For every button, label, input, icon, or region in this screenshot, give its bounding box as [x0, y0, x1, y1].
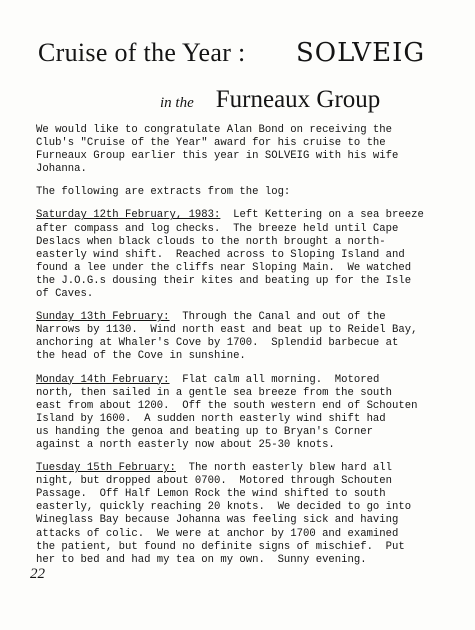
text-line: east from about 1200. Off the south western end of Schouten	[36, 399, 418, 412]
text-line: Island by 1600. A sudden north easterly wind shift had	[36, 412, 386, 425]
text-line: Passage. Off Half Lemon Rock the wind shifted to south	[36, 488, 386, 501]
entry-first-text: Left Kettering on a sea breeze	[220, 209, 424, 222]
subtitle-place: Furneaux Group	[215, 86, 381, 113]
subtitle-in-the: in the	[160, 95, 194, 111]
text-line: Club's "Cruise of the Year" award for his cruise to the	[36, 137, 386, 150]
text-line: We would like to congratulate Alan Bond on receiving the	[36, 124, 393, 136]
page-number: 22	[30, 566, 45, 582]
text-line: easterly, quickly reaching 20 knots. We decided to go into	[36, 501, 412, 514]
entry-date: Monday 14th February:	[36, 373, 170, 386]
text-line: against a north easterly now about 25-30 knots.	[36, 438, 335, 451]
text-line: Furneaux Group earlier this year in SOLVEIG with his wife	[36, 150, 399, 163]
article-title	[38, 38, 426, 68]
entry-date: Saturday 12th February, 1983:	[36, 209, 221, 222]
text-line: Wineglass Bay because Johanna was feeling sick and having	[36, 514, 399, 527]
text-line: of Caves.	[36, 288, 94, 301]
entry-first-line	[36, 311, 446, 324]
text-line: Deslacs when black clouds to the north brought a north-	[36, 235, 386, 248]
log-entry-tuesday	[36, 462, 446, 567]
log-entry-saturday	[36, 209, 446, 301]
title-ship-name: SOLVEIG	[296, 38, 426, 68]
entry-first-text: Flat calm all morning. Motored	[169, 373, 380, 386]
text-line: Narrows by 1130. Wind north east and beat up to Reidel Bay,	[36, 324, 418, 337]
text-line: the J.O.G.s dousing their kites and beating up for the Isle	[36, 274, 412, 287]
intro-paragraph	[36, 124, 446, 176]
text-line: north, then sailed in a gentle sea breeze from the south	[36, 386, 393, 399]
text-line: after compass and log checks. The breeze held until Cape	[36, 222, 399, 235]
article-subtitle	[160, 86, 380, 114]
entry-first-line	[36, 374, 446, 387]
text-line: night, but dropped about 0700. Motored through Schouten	[36, 475, 393, 488]
text-line: Johanna.	[36, 163, 87, 176]
entry-date: Tuesday 15th February:	[36, 462, 176, 475]
text-line: easterly wind shift. Reached across to Sloping Island and	[36, 248, 405, 261]
text-line: the head of the Cove in sunshine.	[36, 350, 246, 363]
title-cruise-of-the-year: Cruise of the Year :	[38, 38, 246, 67]
log-entry-monday	[36, 374, 446, 453]
entry-first-text: The north easterly blew hard all	[175, 462, 393, 475]
text-line: the patient, but found no definite signs of mischief. Put	[36, 540, 405, 553]
text-line: her to bed and had my tea on my own. Sunny evening.	[36, 553, 367, 566]
text-line: anchoring at Whaler's Cove by 1700. Splendid barbecue at	[36, 337, 399, 350]
text-line: us handing the genoa and beating up to Bryan's Corner	[36, 425, 373, 438]
entry-date: Sunday 13th February:	[36, 311, 170, 324]
text-line: attacks of colic. We were at anchor by 1700 and examined	[36, 527, 399, 540]
entry-first-line	[36, 209, 446, 222]
log-entry-sunday	[36, 311, 446, 363]
entry-first-text: Through the Canal and out of the	[169, 311, 386, 324]
text-line: The following are extracts from the log:	[36, 186, 291, 199]
text-line: found a lee under the cliffs near Sloping Main. We watched	[36, 261, 412, 274]
extracts-paragraph	[36, 186, 446, 199]
article-body	[36, 124, 446, 577]
entry-first-line	[36, 462, 446, 475]
